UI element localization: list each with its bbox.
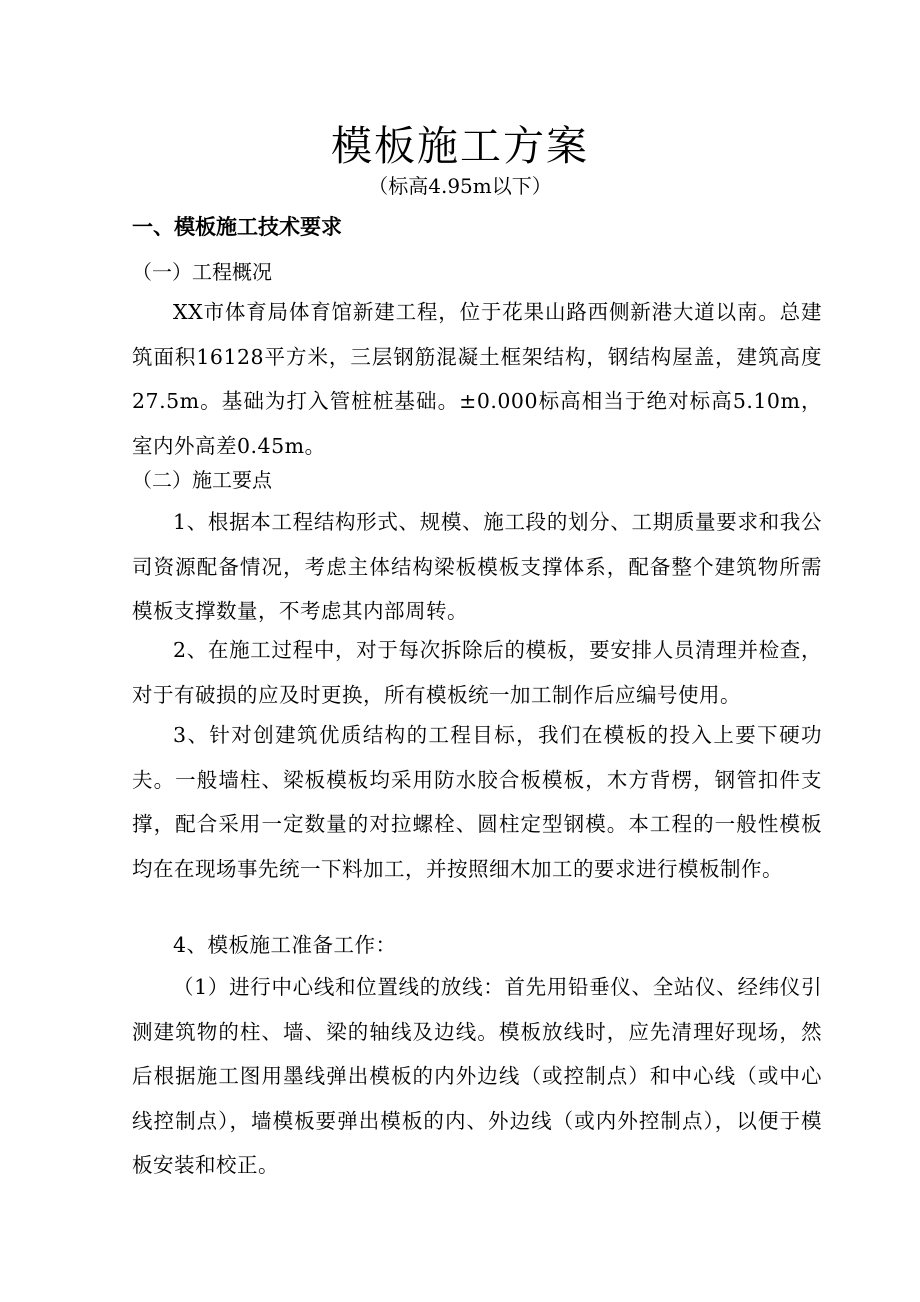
document-subtitle: （标高4.95m以下） [368,174,552,198]
point-4-paragraph: 4、模板施工准备工作： [173,933,397,957]
point-2-paragraph: 2、在施工过程中，对于每次拆除后的模板，要安排人员清理并检查，对于有破损的应及时更换，所有模板统一加工制作后应编号使用。 [132,638,822,707]
section-heading: 一、模板施工技术要求 [132,215,342,239]
point-3-paragraph: 3、针对创建筑优质结构的工程目标，我们在模板的投入上要下硬功夫。一般墙柱、梁板模板均采用防水胶合板模板，木方背楞，钢管扣件支撑，配合采用一定数量的对拉螺栓、圆柱定型钢模。本工程的一般性模板均在在现场事先统一下料加工，并按照细木加工的要求进行模板制作。 [132,723,822,881]
subsection-heading-overview: （一）工程概况 [132,260,272,284]
point-1-paragraph: 1、根据本工程结构形式、规模、施工段的划分、工期质量要求和我公司资源配备情况，考虑主体结构梁板模板支撑体系，配备整个建筑物所需模板支撑数量，不考虑其内部周转。 [132,510,822,623]
point-4-1-paragraph: （1）进行中心线和位置线的放线：首先用铅垂仪、全站仪、经纬仪引测建筑物的柱、墙、梁的轴线及边线。模板放线时，应先清理好现场，然后根据施工图用墨线弹出模板的内外边线（或控制点）和中心线（或中心线控制点），墙模板要弹出模板的内、外边线（或内外控制点），以便于模板安装和校正。 [132,975,822,1177]
overview-paragraph: XX市体育局体育馆新建工程，位于花果山路西侧新港大道以南。总建筑面积16128平方米，三层钢筋混凝土框架结构，钢结构屋盖，建筑高度27.5m。基础为打入管桩桩基础。±0.000标高相当于绝对标高5.10m，室内外高差0.45m。 [132,300,822,458]
subsection-heading-key-points: （二）施工要点 [132,468,272,492]
document-title: 模板施工方案 [331,122,589,170]
